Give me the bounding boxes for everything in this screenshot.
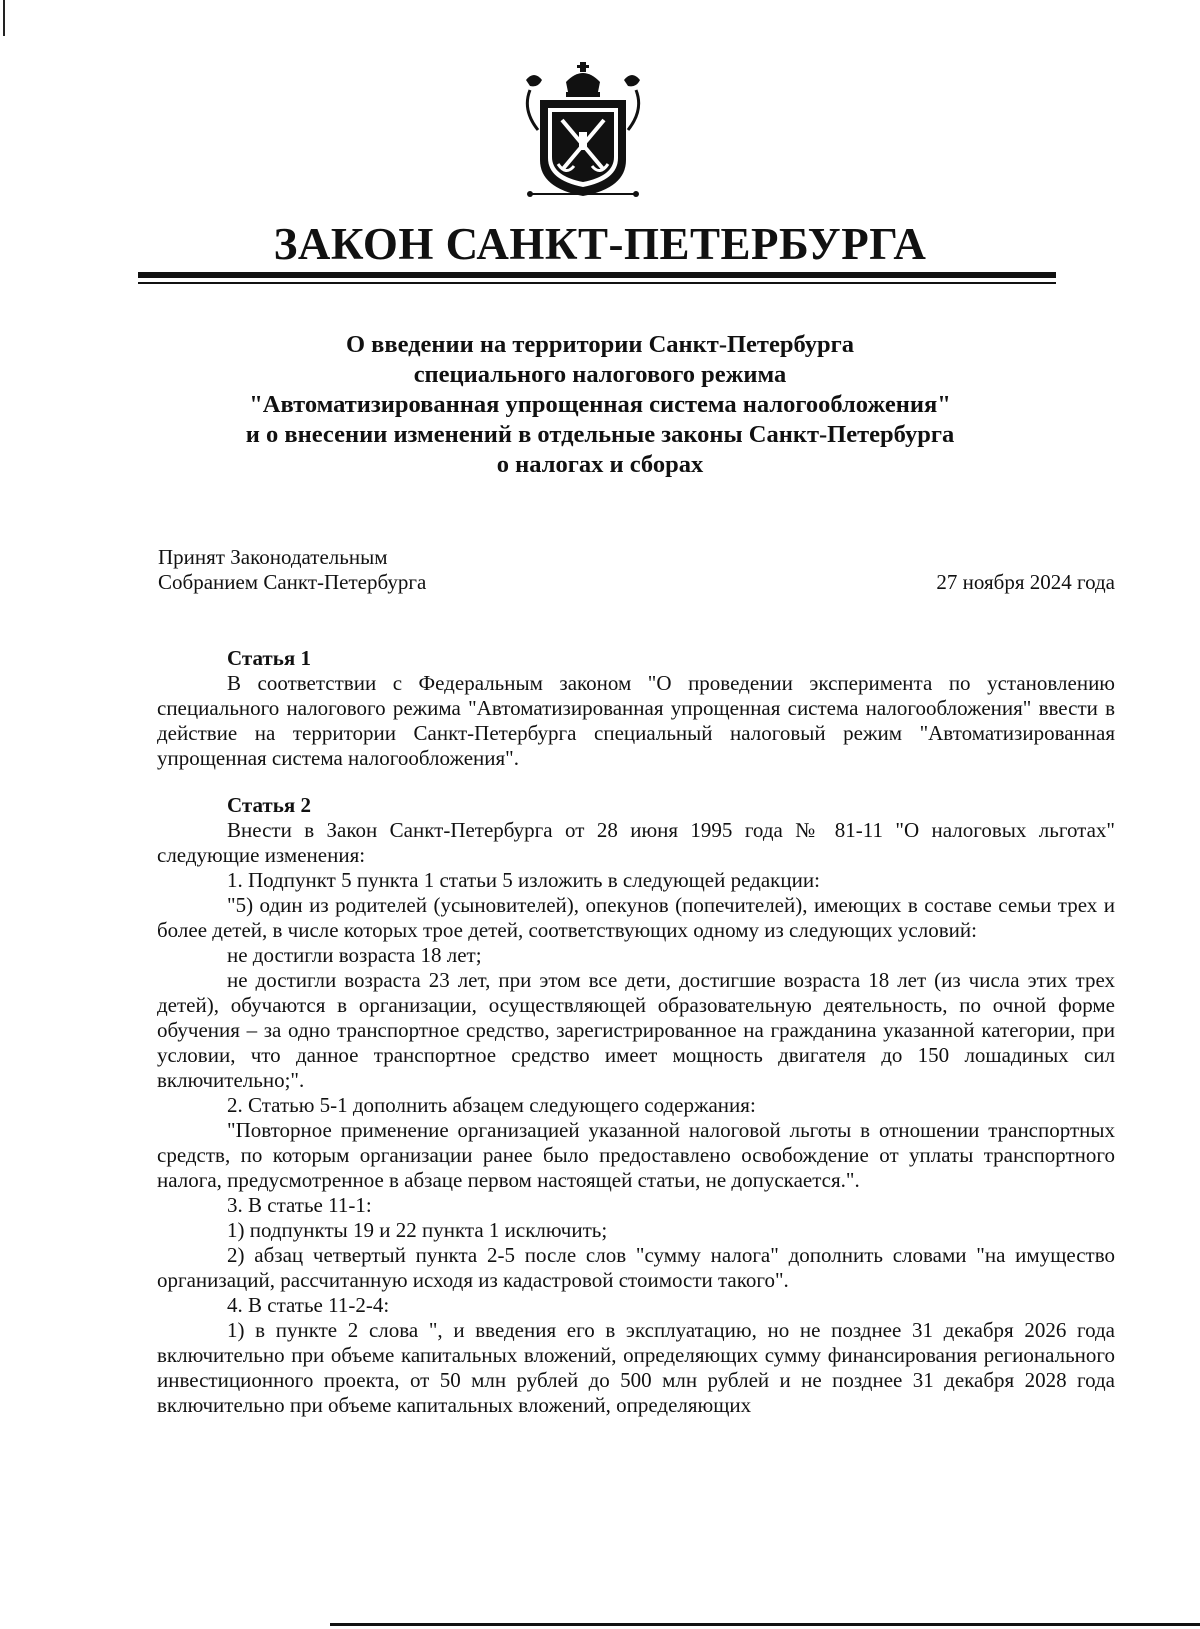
subject-line: о налогах и сборах bbox=[496, 451, 704, 478]
article-paragraph: 1. Подпункт 5 пункта 1 статьи 5 изложить в следующей редакции: bbox=[227, 868, 820, 892]
article-paragraph: 2) абзац четвертый пункта 2-5 после слов "сумму налога" дополнить словами "на имущество организаций, рассчитанную исходя из кадастровой стоимости такого". bbox=[157, 1243, 1115, 1292]
subject-line: специального налогового режима bbox=[413, 361, 787, 388]
coat-of-arms-emblem bbox=[508, 60, 658, 200]
article-paragraph: "Повторное применение организацией указанной налоговой льготы в отношении транспортных средств, по которым организации ранее было предоставлено освобождение от уплаты транспортного налога, предусмотренное в абзаце первом настоящей статьи, не допускается.". bbox=[157, 1118, 1115, 1192]
subject-line: "Автоматизированная упрощенная система налогообложения" bbox=[249, 391, 951, 418]
article-paragraph: 3. В статье 11-1: bbox=[227, 1193, 372, 1217]
subject-line: и о внесении изменений в отдельные законы Санкт-Петербурга bbox=[245, 421, 955, 448]
article-heading: Статья 1 bbox=[227, 646, 311, 670]
article-paragraph: 2. Статью 5-1 дополнить абзацем следующего содержания: bbox=[227, 1093, 756, 1117]
article-paragraph: не достигли возраста 18 лет; bbox=[227, 943, 482, 967]
article-paragraph: 1) в пункте 2 слова ", и введения его в эксплуатацию, но не позднее 31 декабря 2026 года включительно при объеме капитальных вложений, определяющих сумму финансирования регионального инвестиционного проекта, от 50 млн рублей до 500 млн рублей и не позднее 31 декабря 2028 года включительно при объеме капитальных вложений, определяющих bbox=[157, 1318, 1115, 1417]
article-paragraph: не достигли возраста 23 лет, при этом все дети, достигшие возраста 18 лет (из числа этих трех детей), обучаются в организации, осуществляющей образовательную деятельность, по очной форме обучения – за одно транспортное средство, зарегистрированное на гражданина указанной категории, при условии, что данное транспортное средство имеет мощность двигателя до 150 лошадиных сил включительно;". bbox=[157, 968, 1115, 1092]
title-rule-thin bbox=[138, 282, 1056, 284]
article-paragraph: "5) один из родителей (усыновителей), опекунов (попечителей), имеющих в составе семьи трех и более детей, в числе которых трое детей, соответствующих одному из следующих условий: bbox=[157, 893, 1115, 942]
subject-line: О введении на территории Санкт-Петербурга bbox=[345, 331, 855, 358]
article-heading: Статья 2 bbox=[227, 793, 311, 817]
adopted-line: Принят Законодательным bbox=[158, 545, 388, 569]
article-paragraph: В соответствии с Федеральным законом "О проведении эксперимента по установлению специального налогового режима "Автоматизированная упрощенная система налогообложения" ввести в действие на территории Санкт-Петербурга специальный налоговый режим "Автоматизированная упрощенная система налогообложения". bbox=[157, 671, 1115, 770]
shield-icon bbox=[540, 100, 626, 196]
document-title: ЗАКОН САНКТ-ПЕТЕРБУРГА bbox=[273, 219, 927, 269]
crown-icon bbox=[566, 62, 600, 97]
document-subject bbox=[0, 330, 1200, 480]
adopted-date: 27 ноября 2024 года bbox=[936, 570, 1115, 594]
adopted-line: Собранием Санкт-Петербурга bbox=[158, 570, 427, 594]
document-body bbox=[157, 646, 1115, 1418]
scan-edge-left bbox=[3, 0, 5, 36]
article-paragraph: Внести в Закон Санкт-Петербурга от 28 июня 1995 года № 81-11 "О налоговых льготах" следующие изменения: bbox=[157, 818, 1115, 867]
adopted-by bbox=[158, 545, 426, 595]
article-paragraph: 4. В статье 11-2-4: bbox=[227, 1293, 390, 1317]
title-rule-thick bbox=[138, 272, 1056, 278]
scan-edge-bottom bbox=[330, 1623, 1200, 1626]
article-paragraph: 1) подпункты 19 и 22 пункта 1 исключить; bbox=[227, 1218, 608, 1242]
